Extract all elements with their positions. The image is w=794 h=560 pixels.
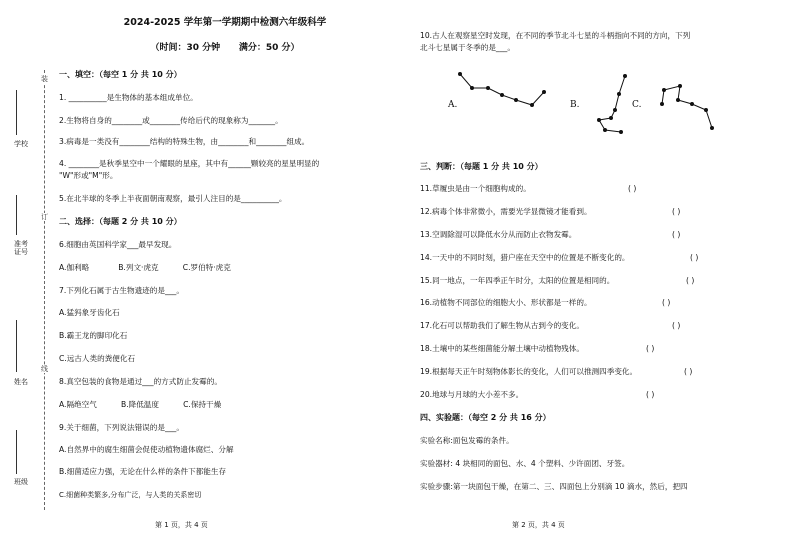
dipper-a-star-6 [530,103,534,107]
page-footer-left: 第 1 页，共 4 页 [155,521,208,529]
question-7: 7.下列化石属于古生物遗迹的是___。 [59,286,184,295]
dipper-c-star-4 [676,98,680,102]
section-choice-heading: 二、选择：（每题 2 分 共 10 分） [59,217,182,226]
answer-bracket-14[interactable]: ( ) [690,253,699,262]
question-14: 14.一天中的不同时刻，猎户座在天空中的位置是不断变化的。 [420,253,630,262]
question-6: 6.细胞由英国科学家___最早发现。 [59,240,177,249]
question-1: 1. __________是生物体的基本组成单位。 [59,93,198,102]
dipper-a-star-5 [514,98,518,102]
dipper-b-star-5 [597,118,601,122]
section-experiment-heading: 四、实验题：（每空 2 分 共 16 分） [420,413,551,422]
binding-label-class: 班级 [14,478,28,486]
question-10-line-1: 10.古人在观察星空时发现，在不同的季节北斗七星的斗柄指向不同的方向，下列 [420,31,691,40]
dipper-c-star-3 [678,84,682,88]
answer-bracket-13[interactable]: ( ) [672,230,681,239]
dipper-b-star-2 [617,92,621,96]
exam-subtitle: （时间：30 分钟 满分：50 分） [150,43,300,53]
answer-bracket-18[interactable]: ( ) [646,344,655,353]
binding-dot-ding: 订 [41,213,48,221]
section-fill-heading: 一、填空：（每空 1 分 共 10 分） [59,70,182,79]
question-17: 17.化石可以帮助我们了解生物从古到今的变化。 [420,321,584,330]
dipper-c-star-7 [710,126,714,130]
dipper-option-a-label: A. [448,100,458,110]
cut-line [44,70,45,510]
answer-bracket-12[interactable]: ( ) [672,207,681,216]
binding-dot-zhuang: 装 [41,75,48,83]
question-7-option-b: B.霸王龙的脚印化石 [59,331,128,340]
question-8: 8.真空包装的食物是通过___的方式防止发霉的。 [59,377,222,386]
question-6-options: A.伽利略 B.列文·虎克 C.罗伯特·虎克 [59,263,231,272]
answer-bracket-16[interactable]: ( ) [662,298,671,307]
exam-id-fill-line [16,195,17,235]
dipper-c-star-6 [704,108,708,112]
question-8-options: A.隔绝空气 B.降低温度 C.保持干燥 [59,400,222,409]
dipper-c-star-5 [690,102,694,106]
question-19: 19.根据每天正午时刻物体影长的变化，人们可以推测四季变化。 [420,367,638,376]
exam-title: 2024-2025 学年第一学期期中检测六年级科学 [123,17,327,28]
experiment-materials: 实验器材: 4 块相同的面包、水、4 个塑料、少许面团、牙签。 [420,459,630,468]
question-2: 2.生物将自身的________或________传给后代的现象称为_______。 [59,116,283,125]
question-11: 11.草履虫是由一个细胞构成的。 [420,184,531,193]
dipper-a-star-4 [500,93,504,97]
question-9-option-b: B.细菌适应力强，无论在什么样的条件下都能生存 [59,467,227,476]
dipper-b-lines [599,76,625,132]
question-15: 15.同一地点，一年四季正午时分，太阳的位置是相同的。 [420,276,615,285]
dipper-a-star-2 [470,86,474,90]
answer-bracket-15[interactable]: ( ) [686,276,695,285]
question-5: 5.在北半球的冬季上半夜面朝南观察，最引人注目的是__________。 [59,194,287,203]
binding-dot-xian: 线 [41,365,48,373]
school-fill-line [16,90,17,135]
question-18: 18.土壤中的某些细菌能分解土壤中动植物残体。 [420,344,584,353]
question-7-option-c: C.远古人类的粪便化石 [59,354,136,363]
answer-bracket-11[interactable]: ( ) [628,184,637,193]
dipper-option-b-figure [597,74,627,134]
dipper-b-star-3 [613,108,617,112]
page-footer-right: 第 2 页，共 4 页 [512,521,565,529]
question-9-option-c: C.细菌种类繁多,分布广泛，与人类的关系密切 [59,491,202,499]
question-16: 16.动植物不同部位的细胞大小、形状都是一样的。 [420,298,592,307]
dipper-b-star-1 [623,74,627,78]
name-fill-line [16,320,17,372]
binding-label-exam-id: 准考证号 [14,240,28,256]
binding-label-name: 姓名 [14,378,28,386]
class-fill-line [16,430,17,474]
section-judge-heading: 三、判断：（每题 1 分 共 10 分） [420,162,543,171]
dipper-a-star-1 [458,72,462,76]
dipper-c-star-1 [660,102,664,106]
dipper-b-star-4 [609,116,613,120]
dipper-option-b-label: B. [570,100,580,110]
dipper-option-c-figure [660,84,714,130]
binding-margin [0,0,50,560]
dipper-option-a-figure [458,72,546,107]
dipper-b-star-7 [619,130,623,134]
dipper-c-star-2 [662,88,666,92]
dipper-b-star-6 [603,128,607,132]
answer-bracket-17[interactable]: ( ) [672,321,681,330]
question-12: 12.病毒个体非常微小，需要光学显微镜才能看到。 [420,207,592,216]
dipper-figures [440,66,770,146]
dipper-a-star-7 [542,90,546,94]
experiment-steps: 实验步骤:第一块面包干燥，在第二、三、四面包上分别滴 10 滴水，然后，把四 [420,482,688,491]
question-4-line-2: "W"形或"M"形。 [59,171,118,180]
question-20: 20.地球与月球的大小差不多。 [420,390,524,399]
question-9: 9.关于细菌，下列说法错误的是___。 [59,423,184,432]
experiment-name: 实验名称:面包发霉的条件。 [420,436,514,445]
question-4-line-1: 4. ________是秋季星空中一个耀眼的星座，其中有______颗较亮的星星明显的 [59,159,320,168]
dipper-option-c-label: C. [632,100,642,110]
dipper-c-lines [662,86,712,128]
question-3: 3.病毒是一类没有________结构的特殊生物，由________和________组成。 [59,137,310,146]
question-13: 13.空调除湿可以降低水分从而防止衣物发霉。 [420,230,577,239]
answer-bracket-20[interactable]: ( ) [646,390,655,399]
answer-bracket-19[interactable]: ( ) [684,367,693,376]
dipper-a-star-3 [486,86,490,90]
question-10-line-2: 北斗七星属于冬季的是___。 [420,43,515,52]
question-9-option-a: A.自然界中的腐生细菌会促使动植物遗体腐烂、分解 [59,445,234,454]
question-7-option-a: A.猛犸象牙齿化石 [59,308,120,317]
binding-label-school: 学校 [14,140,28,148]
